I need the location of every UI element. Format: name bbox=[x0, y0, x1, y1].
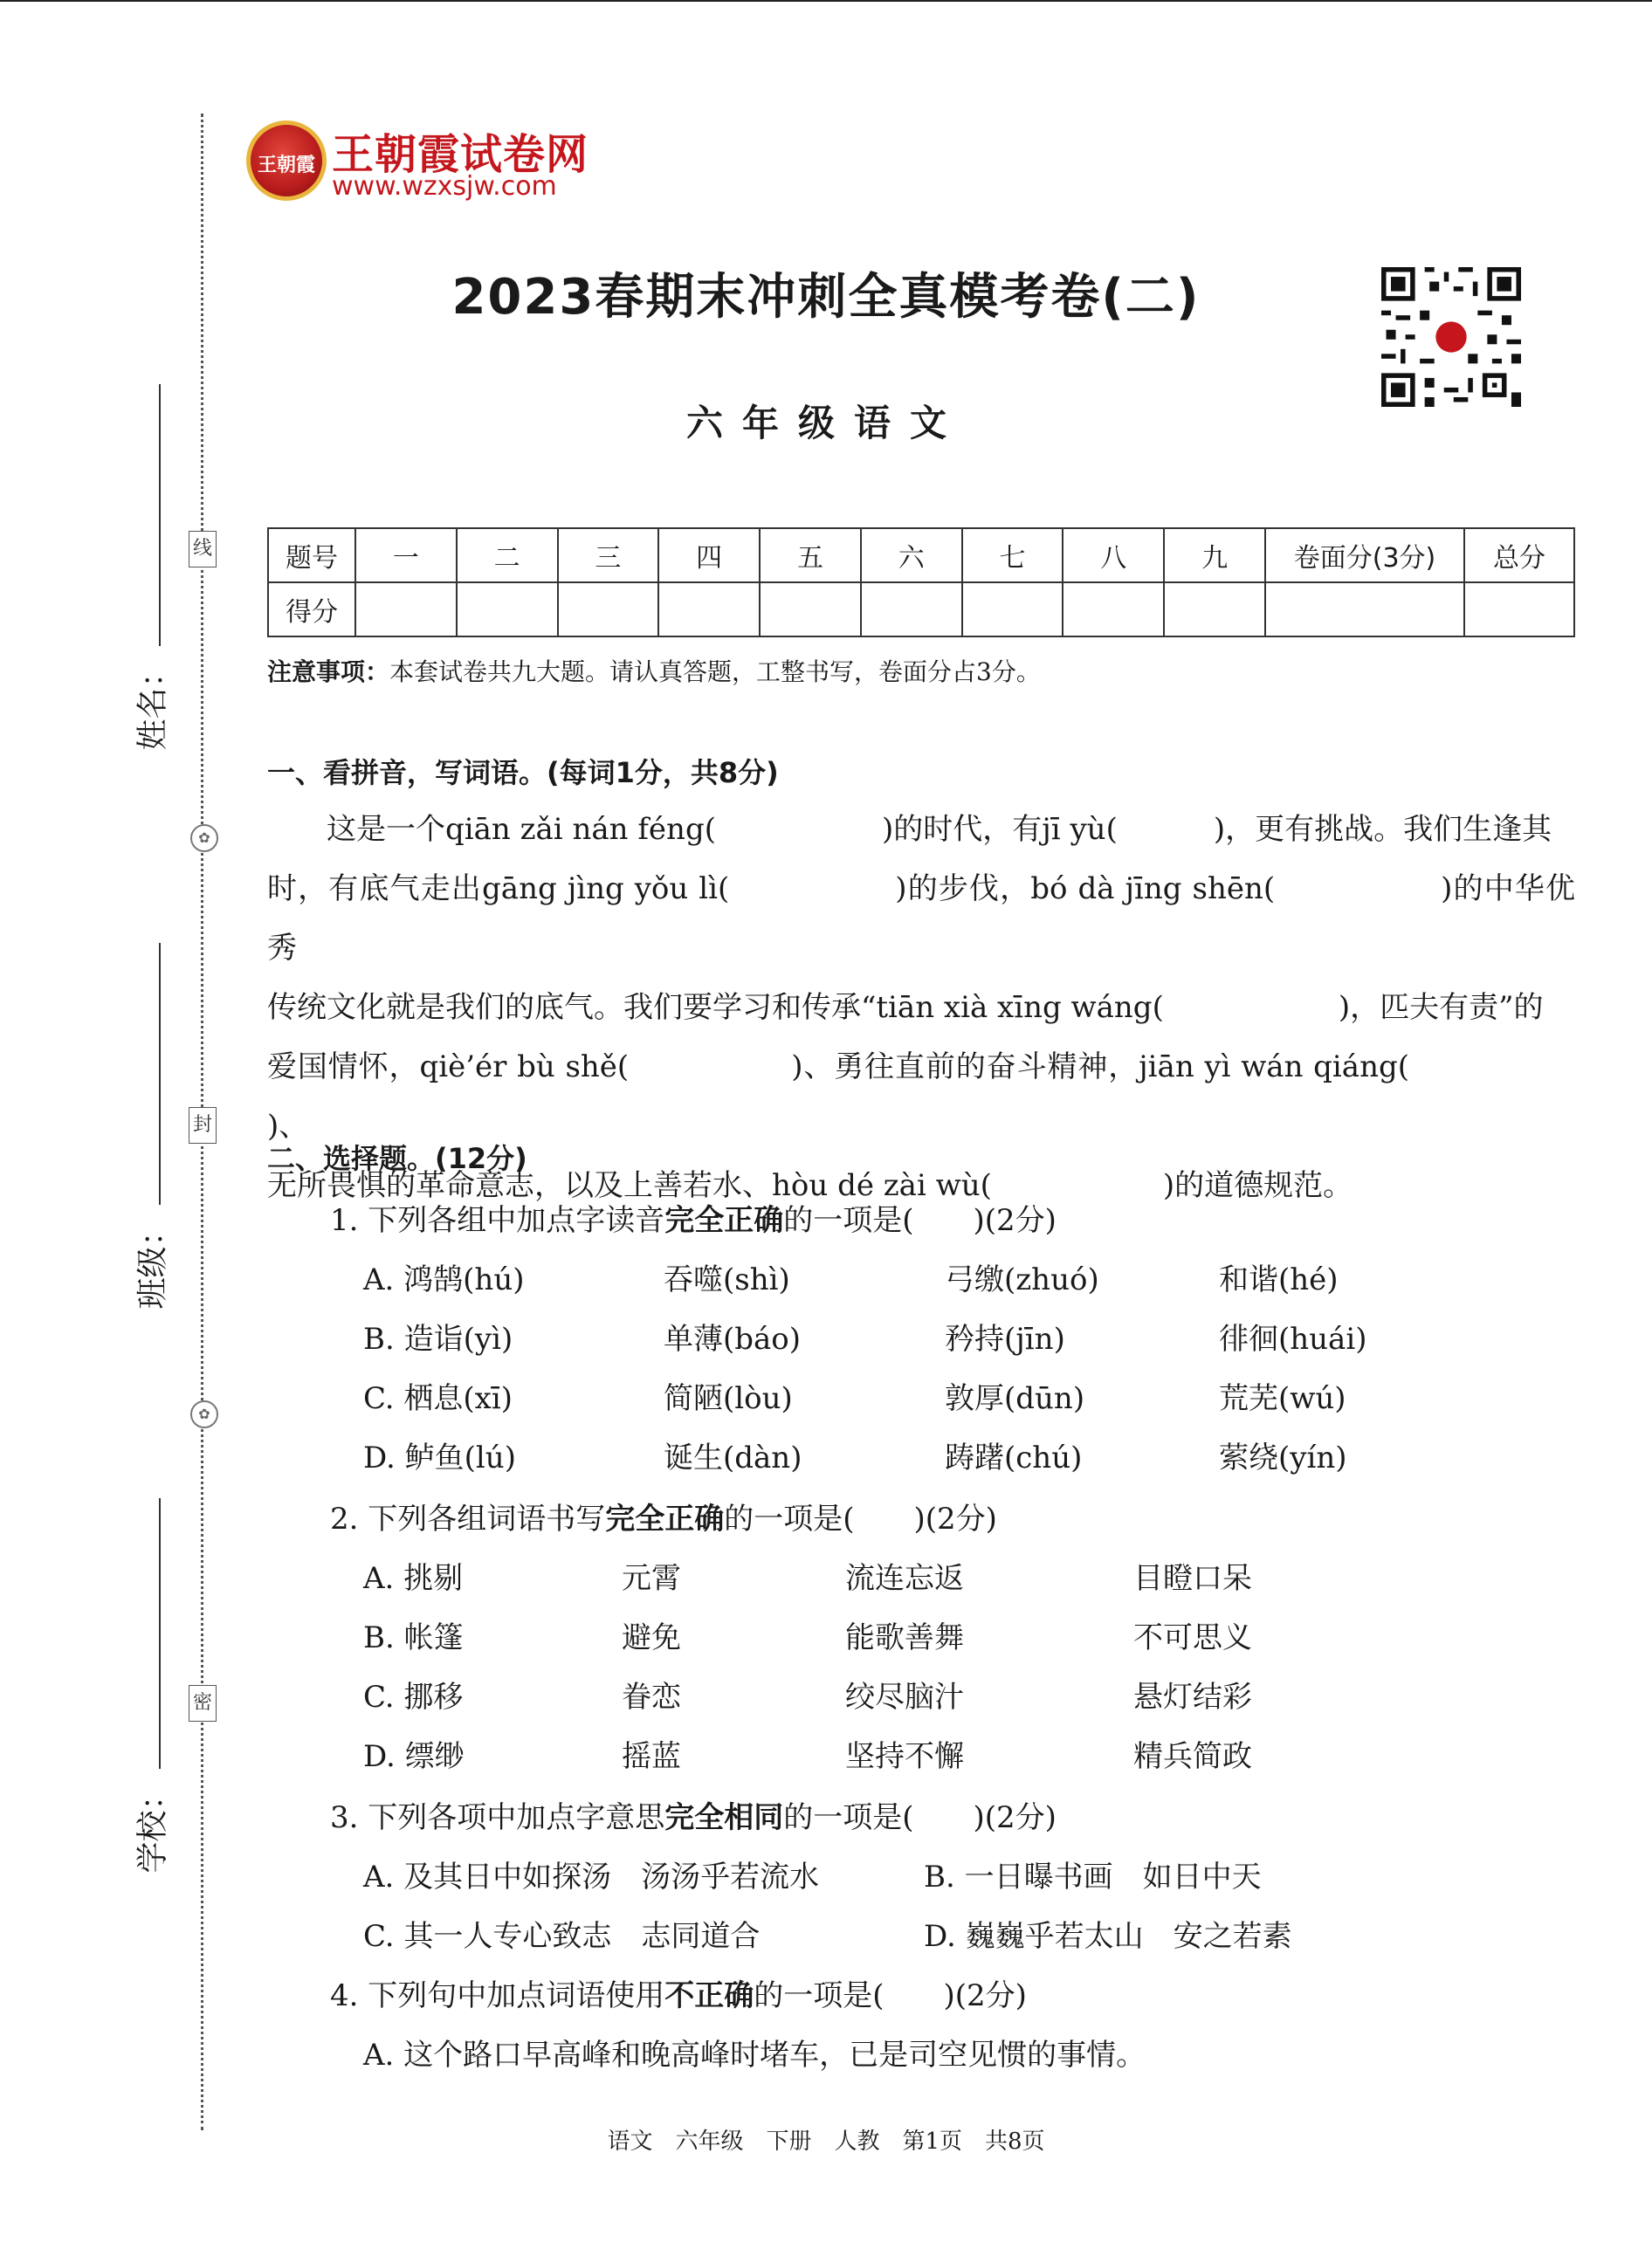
q-text: 4. 下列句中加点词语使用 bbox=[330, 1978, 665, 2013]
text: )的中华优秀 bbox=[267, 871, 1575, 966]
q2-option: 流连忘返 bbox=[845, 1561, 964, 1596]
q3-option[interactable]: C. 其一人专心致志 志同道合 bbox=[363, 1919, 761, 1954]
q-emphasis: 完全正确 bbox=[605, 1502, 725, 1537]
q-text: 的一项是( )(2分) bbox=[783, 1800, 1057, 1835]
q2-option: 眷恋 bbox=[622, 1680, 681, 1715]
page-footer: 语文 六年级 下册 人教 第1页 共8页 bbox=[607, 2129, 1045, 2155]
table-cell: 三 bbox=[558, 528, 659, 582]
score-cell[interactable] bbox=[1063, 582, 1164, 636]
q-text: 的一项是( )(2分) bbox=[724, 1502, 997, 1537]
binding-mi: 密 bbox=[189, 1685, 217, 1722]
table-cell: 八 bbox=[1063, 528, 1164, 582]
q2-option[interactable]: C. 挪移 bbox=[363, 1680, 464, 1715]
score-cell[interactable] bbox=[1464, 582, 1574, 636]
q-emphasis: 完全相同 bbox=[664, 1800, 784, 1835]
q2-option: 元霄 bbox=[622, 1561, 681, 1596]
score-cell[interactable] bbox=[658, 582, 760, 636]
q2-option[interactable]: B. 帐篷 bbox=[363, 1620, 464, 1655]
text: )的步伐，bó dà jīng shēn( bbox=[895, 871, 1276, 906]
notice bbox=[267, 653, 1041, 688]
q-emphasis: 不正确 bbox=[664, 1978, 754, 2013]
question-4 bbox=[330, 1971, 1027, 2014]
q1-option[interactable]: B. 造诣(yì) bbox=[363, 1322, 513, 1357]
page-subtitle: 六年级语文 bbox=[685, 402, 966, 444]
text: 时，有底气走出gāng jìng yǒu lì( bbox=[267, 871, 730, 906]
table-cell: 二 bbox=[457, 528, 558, 582]
name-label: 姓名： bbox=[134, 656, 171, 751]
q-text: 的一项是( )(2分) bbox=[754, 1978, 1027, 2013]
q2-option: 能歌善舞 bbox=[845, 1620, 964, 1655]
text: 这是一个qiān zǎi nán féng( bbox=[327, 812, 716, 847]
table-cell: 题号 bbox=[268, 528, 355, 582]
text: 传统文化就是我们的底气。我们要学习和传承“tiān xià xīng wáng( bbox=[267, 990, 1164, 1025]
notice-label: 注意事项： bbox=[267, 657, 390, 686]
page-title: 2023春期末冲刺全真模考卷(二) bbox=[451, 269, 1201, 326]
table-cell: 九 bbox=[1164, 528, 1265, 582]
text: )的时代，有jī yù( bbox=[881, 812, 1118, 847]
q1-option[interactable]: A. 鸿鹄(hú) bbox=[363, 1262, 525, 1297]
q1-option: 单薄(báo) bbox=[664, 1322, 802, 1357]
question-2 bbox=[330, 1495, 997, 1537]
text: )、勇往直前的奋斗精神，jiān yì wán qiáng( bbox=[791, 1049, 1409, 1084]
table-cell: 一 bbox=[355, 528, 457, 582]
table-cell: 得分 bbox=[268, 582, 355, 636]
q2-option: 摇蓝 bbox=[622, 1739, 681, 1774]
q3-option[interactable]: B. 一日曝书画 如日中天 bbox=[924, 1860, 1262, 1895]
text: )、 bbox=[267, 1109, 309, 1144]
q1-option: 诞生(dàn) bbox=[664, 1441, 802, 1475]
q-text: 1. 下列各组中加点字读音 bbox=[330, 1203, 665, 1238]
score-cell[interactable] bbox=[355, 582, 457, 636]
q2-option: 绞尽脑汁 bbox=[845, 1680, 964, 1715]
q2-option: 避免 bbox=[622, 1620, 681, 1655]
q3-option[interactable]: A. 及其日中如探汤 汤汤乎若流水 bbox=[363, 1860, 820, 1895]
q1-option: 萦绕(yín) bbox=[1219, 1441, 1347, 1475]
section1-title: 一、看拼音，写词语。(每词1分，共8分) bbox=[267, 756, 779, 789]
q2-option[interactable]: D. 缥缈 bbox=[363, 1739, 465, 1774]
score-cell[interactable] bbox=[558, 582, 659, 636]
q1-option: 弓缴(zhuó) bbox=[945, 1262, 1099, 1297]
logo-seal-icon: 王朝霞 bbox=[246, 120, 327, 201]
q1-option: 荒芜(wú) bbox=[1219, 1381, 1346, 1416]
score-input-row bbox=[268, 582, 1574, 636]
section2-title: 二、选择题。(12分) bbox=[267, 1142, 527, 1175]
text: )，匹夫有责”的 bbox=[1338, 990, 1544, 1025]
q1-option: 敦厚(dūn) bbox=[945, 1381, 1085, 1416]
q2-option: 目瞪口呆 bbox=[1133, 1561, 1252, 1596]
logo-url: www.wzxsjw.com bbox=[332, 171, 557, 202]
text: 爱国情怀，qiè’ér bù shě( bbox=[267, 1049, 630, 1084]
score-cell[interactable] bbox=[1265, 582, 1464, 636]
score-cell[interactable] bbox=[1164, 582, 1265, 636]
q1-option: 矜持(jīn) bbox=[945, 1322, 1065, 1357]
table-cell: 七 bbox=[962, 528, 1063, 582]
table-cell: 五 bbox=[760, 528, 861, 582]
school-label: 学校： bbox=[134, 1778, 171, 1874]
q2-option: 不可思义 bbox=[1133, 1620, 1252, 1655]
top-border bbox=[0, 0, 1652, 2]
table-cell: 卷面分(3分) bbox=[1265, 528, 1464, 582]
binding-ornament-icon: ✿ bbox=[190, 1400, 218, 1428]
score-cell[interactable] bbox=[962, 582, 1063, 636]
binding-ornament-icon: ✿ bbox=[190, 824, 218, 852]
q1-option[interactable]: C. 栖息(xī) bbox=[363, 1381, 513, 1416]
class-label: 班级： bbox=[134, 1214, 171, 1310]
q3-option[interactable]: D. 巍巍乎若太山 安之若素 bbox=[924, 1919, 1292, 1954]
table-cell: 四 bbox=[658, 528, 760, 582]
qr-code-icon bbox=[1381, 267, 1521, 407]
logo-brand: 王朝霞试卷网 bbox=[332, 130, 589, 179]
score-cell[interactable] bbox=[457, 582, 558, 636]
table-cell: 总分 bbox=[1464, 528, 1574, 582]
question-1 bbox=[330, 1196, 1057, 1239]
school-line bbox=[159, 1498, 161, 1769]
text: )的道德规范。 bbox=[1162, 1168, 1353, 1203]
q1-option[interactable]: D. 鲈鱼(lú) bbox=[363, 1441, 516, 1475]
q-text: 的一项是( )(2分) bbox=[783, 1203, 1057, 1238]
q1-option: 徘徊(huái) bbox=[1219, 1322, 1367, 1357]
q-text: 3. 下列各项中加点字意思 bbox=[330, 1800, 665, 1835]
q2-option: 悬灯结彩 bbox=[1133, 1680, 1252, 1715]
q4-option[interactable]: A. 这个路口早高峰和晚高峰时堵车，已是司空见惯的事情。 bbox=[363, 2038, 1146, 2073]
binding-xian: 线 bbox=[189, 531, 217, 567]
q1-option: 简陋(lòu) bbox=[664, 1381, 793, 1416]
q2-option: 精兵简政 bbox=[1133, 1739, 1252, 1774]
q1-option: 和谐(hé) bbox=[1219, 1262, 1339, 1297]
score-table bbox=[267, 527, 1575, 637]
q1-option: 吞噬(shì) bbox=[664, 1262, 790, 1297]
table-cell: 六 bbox=[861, 528, 962, 582]
score-cell[interactable] bbox=[760, 582, 861, 636]
q1-option: 踌躇(chú) bbox=[945, 1441, 1083, 1475]
q2-option: 坚持不懈 bbox=[845, 1739, 964, 1774]
score-header-row bbox=[268, 528, 1574, 582]
score-cell[interactable] bbox=[861, 582, 962, 636]
q-text: 2. 下列各组词语书写 bbox=[330, 1502, 606, 1537]
class-line bbox=[159, 943, 161, 1205]
text: )，更有挑战。我们生逢其 bbox=[1213, 812, 1552, 847]
q-emphasis: 完全正确 bbox=[664, 1203, 784, 1238]
text: 无所畏惧的革命意志，以及上善若水、hòu dé zài wù( bbox=[267, 1168, 992, 1203]
binding-feng: 封 bbox=[189, 1107, 217, 1144]
question-3 bbox=[330, 1793, 1057, 1836]
notice-text: 本套试卷共九大题。请认真答题，工整书写，卷面分占3分。 bbox=[389, 657, 1041, 686]
q2-option[interactable]: A. 挑剔 bbox=[363, 1561, 464, 1596]
